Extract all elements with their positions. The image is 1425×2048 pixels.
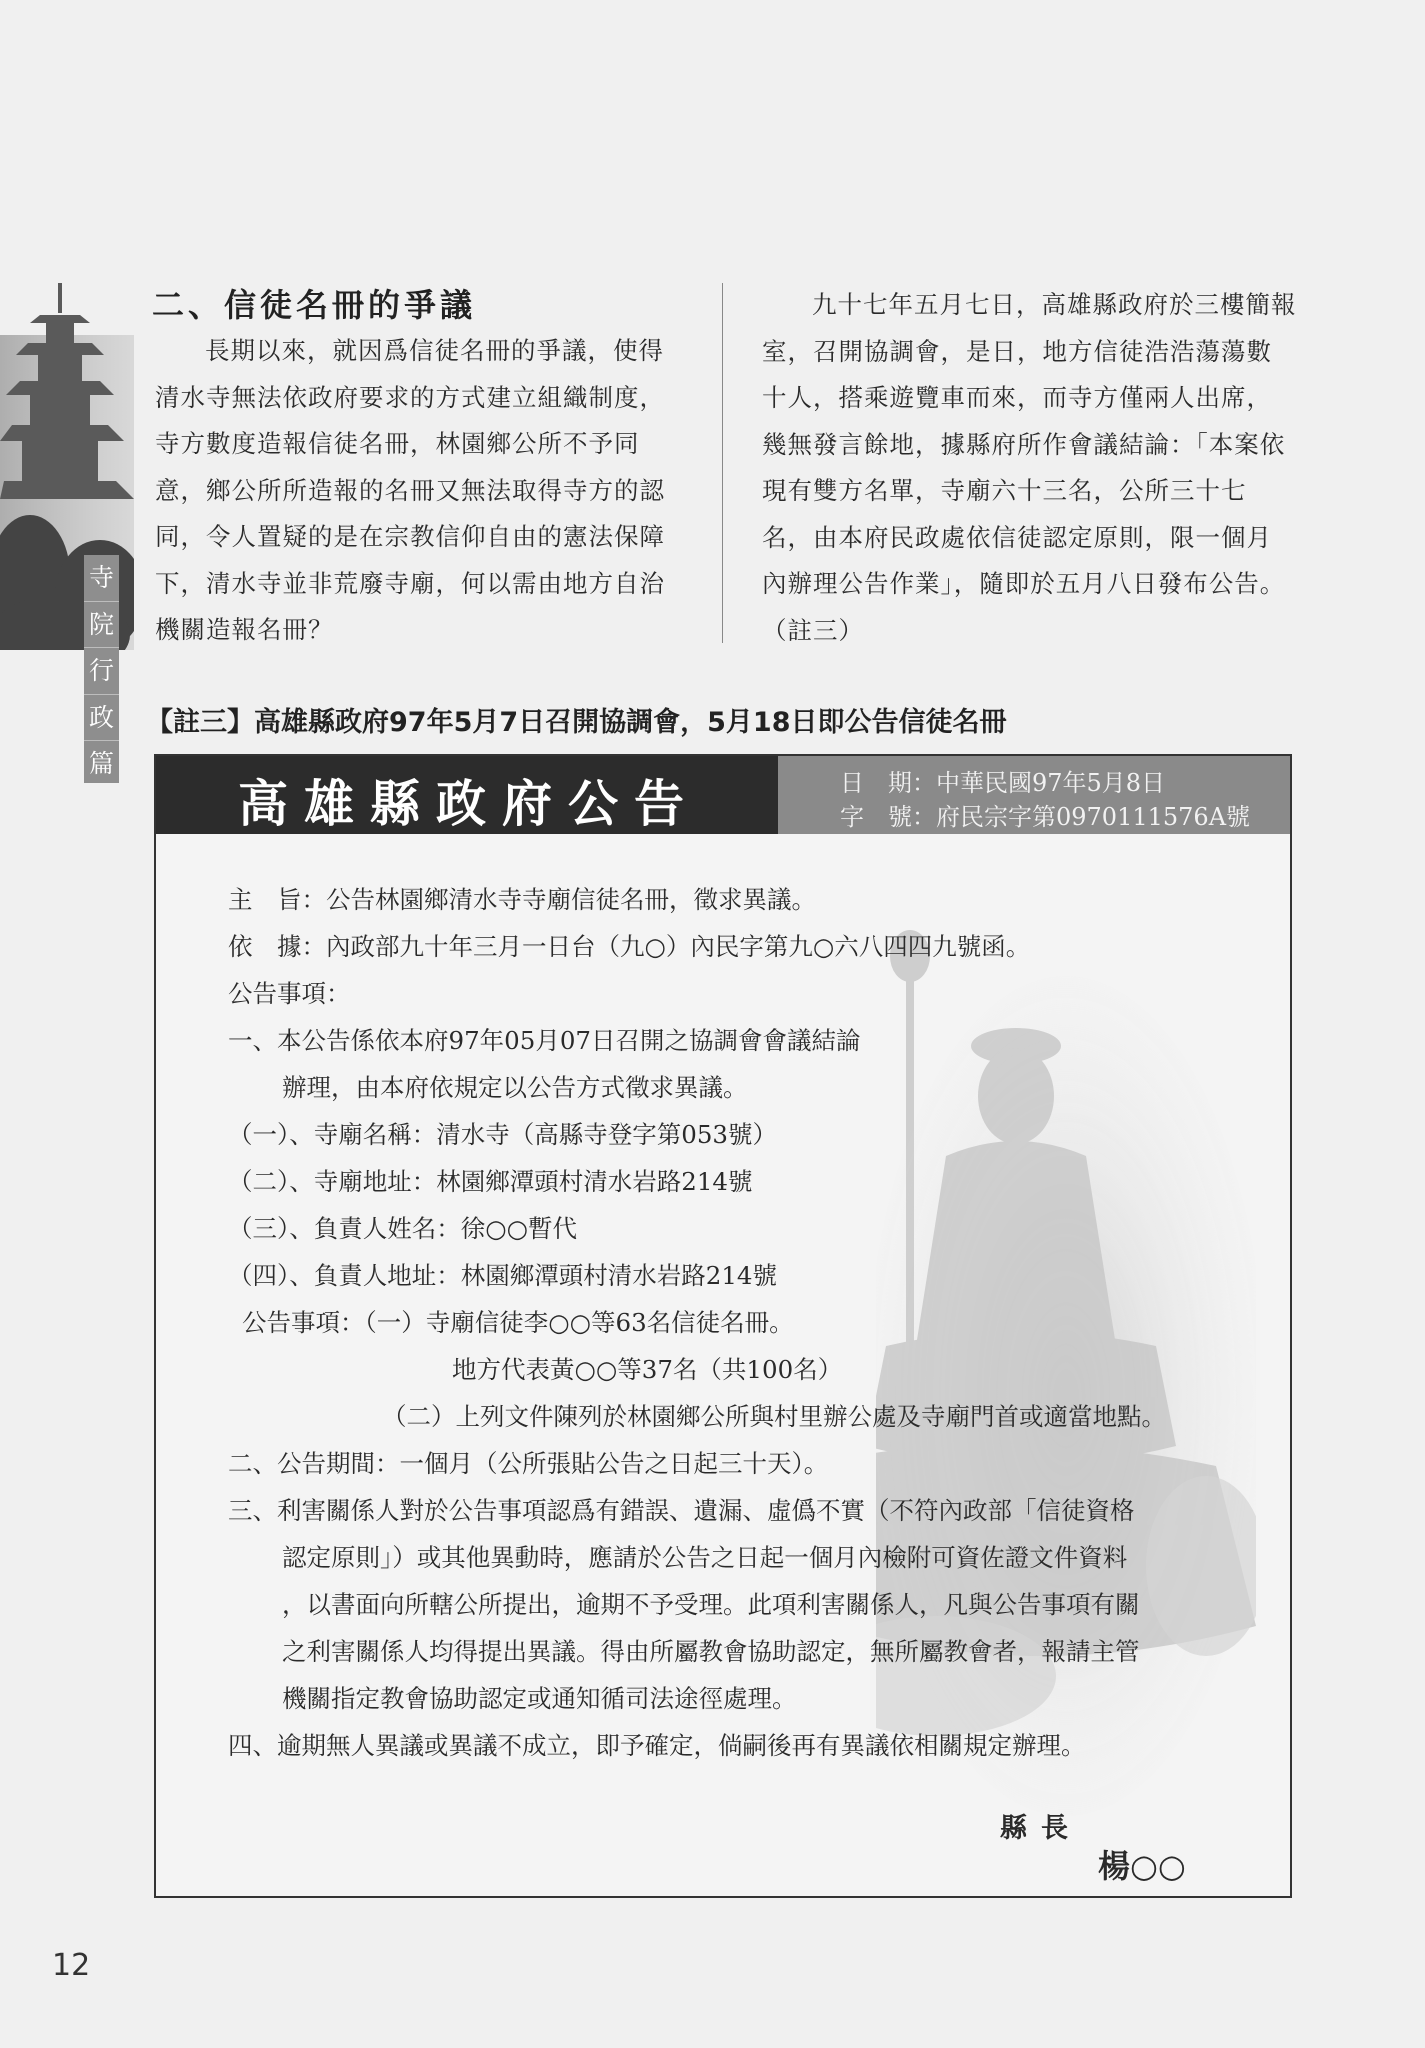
side-tab-char: 院	[84, 602, 119, 649]
announcement-line: 機關指定教會協助認定或通知循司法途徑處理。	[282, 1684, 797, 1713]
announcement-line: （四）、負責人地址：林園鄉潭頭村清水岩路214號	[228, 1261, 778, 1290]
announcement-line: ，以書面向所轄公所提出，逾期不予受理。此項利害關係人，凡與公告事項有關	[282, 1590, 1140, 1619]
announcement-line: 地方代表黃○○等37名（共100名）	[452, 1355, 843, 1384]
announcement-line: （三）、負責人姓名：徐○○暫代	[228, 1214, 578, 1243]
announcement-line: （一）、寺廟名稱：清水寺（高縣寺登字第053號）	[228, 1120, 778, 1149]
buddha-statue-image	[876, 926, 1256, 1826]
announcement-header	[156, 756, 778, 834]
announcement-line: 之利害關係人均得提出異議。得由所屬教會協助認定，無所屬教會者，報請主管	[282, 1637, 1140, 1666]
page-number: 12	[52, 1948, 91, 1983]
announcement-line: 辦理，由本府依規定以公告方式徵求異議。	[282, 1073, 748, 1102]
announcement-subject: 主 旨：公告林園鄉清水寺寺廟信徒名冊，徵求異議。	[228, 885, 816, 914]
section-side-tab	[84, 555, 119, 783]
announcement-line: 一、本公告係依本府97年05月07日召開之協調會會議結論	[228, 1026, 861, 1055]
side-tab-char: 政	[84, 695, 119, 742]
right-paragraph: 九十七年五月七日，高雄縣政府於三樓簡報室，召開協調會，是日，地方信徒浩浩蕩蕩數十人，搭乘遊覽車而來，而寺方僅兩人出席，幾無發言餘地，據縣府所作會議結論：「本案依現有雙方名單，寺廟六十三名，公所三十七名，由本府民政處依信徒認定原則，限一個月內辦理公告作業」，隨即於五月八日發布公告。（註三）	[762, 290, 1297, 645]
right-column	[762, 282, 1297, 654]
announcement-line: （二）上列文件陳列於林園鄉公所與村里辦公處及寺廟門首或適當地點。	[382, 1402, 1166, 1431]
left-paragraph: 長期以來，就因爲信徒名冊的爭議，使得清水寺無法依政府要求的方式建立組織制度，寺方數度造報信徒名冊，林園鄉公所不予同意，鄉公所所造報的名冊又無法取得寺方的認同，令人置疑的是在宗教信仰自由的憲法保障下，清水寺並非荒廢寺廟，何以需由地方自治機關造報名冊？	[155, 336, 665, 644]
announcement-line: （二）、寺廟地址：林園鄉潭頭村清水岩路214號	[228, 1167, 753, 1196]
announcement-title: 高雄縣政府公告	[238, 774, 700, 833]
announcement-basis: 依 據：內政部九十年三月一日台（九○）內民字第九○六八四四九號函。	[228, 932, 1031, 961]
column-divider	[722, 283, 723, 643]
announcement-line: 三、利害關係人對於公告事項認爲有錯誤、遺漏、虛僞不實（不符內政部「信徒資格	[228, 1496, 1135, 1525]
section-title: 二、信徒名冊的爭議	[152, 286, 477, 324]
note-heading: 【註三】高雄縣政府97年5月7日召開協調會，5月18日即公告信徒名冊	[146, 707, 1007, 738]
signature-name: 楊○○	[1098, 1847, 1186, 1885]
announcement-line: 四、逾期無人異議或異議不成立，即予確定，倘嗣後再有異議依相關規定辦理。	[228, 1731, 1086, 1760]
announcement-line: 公告事項：（一）寺廟信徒李○○等63名信徒名冊。	[242, 1308, 794, 1337]
announcement-items-heading: 公告事項：	[228, 979, 351, 1008]
side-tab-char: 行	[84, 648, 119, 695]
announcement-box	[154, 754, 1292, 1898]
left-column	[155, 328, 688, 654]
announcement-ref: 字 號：府民宗字第0970111576A號	[840, 803, 1251, 831]
announcement-line: 二、公告期間：一個月（公所張貼公告之日起三十天）。	[228, 1449, 829, 1478]
signature-title: 縣長	[1000, 1813, 1082, 1844]
announcement-date: 日 期：中華民國97年5月8日	[840, 769, 1166, 797]
side-tab-char: 寺	[84, 555, 119, 602]
announcement-line: 認定原則」）或其他異動時，應請於公告之日起一個月內檢附可資佐證文件資料	[282, 1543, 1128, 1572]
side-tab-char: 篇	[88, 749, 114, 779]
announcement-meta	[778, 756, 1290, 834]
